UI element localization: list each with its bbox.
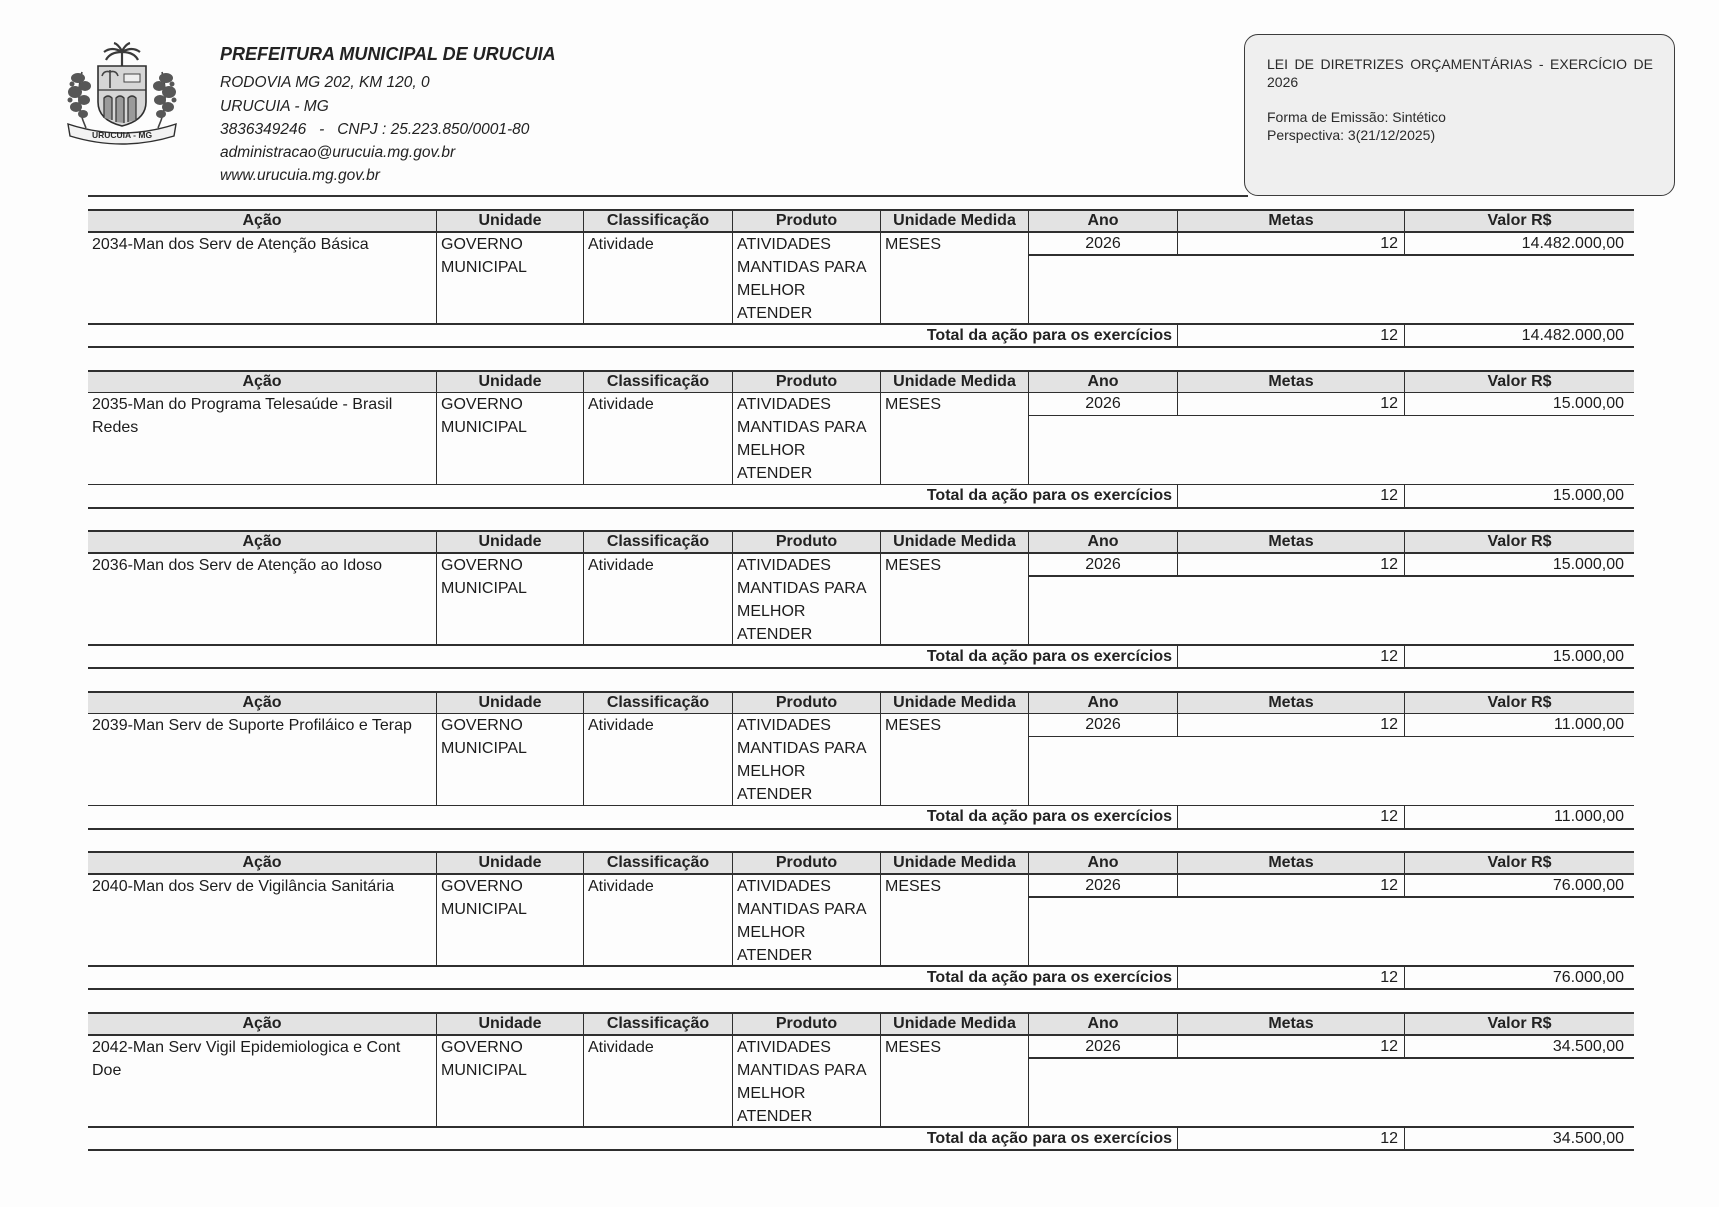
column-header-unidade: Unidade [437,693,584,713]
column-header-unidade-medida: Unidade Medida [881,532,1029,552]
cell-classificacao: Atividade [584,875,733,966]
total-metas: 12 [1178,325,1405,347]
cell-valor: 14.482.000,00 [1521,234,1624,252]
column-header-valor: Valor R$ [1487,693,1552,711]
column-header-ano: Ano [1029,853,1178,873]
cell-valor: 15.000,00 [1552,395,1624,413]
cell-unidade-medida: MESES [881,714,1029,805]
cell-unidade: GOVERNO MUNICIPAL [437,875,584,966]
divider [1029,736,1634,738]
column-header-unidade: Unidade [437,1014,584,1034]
divider [88,828,1634,830]
total-metas: 12 [1178,485,1405,507]
divider [1029,575,1634,577]
column-header-produto: Produto [733,1014,881,1034]
emission-form: Forma de Emissão: Sintético [1267,109,1446,125]
cell-ano: 2026 [1029,714,1178,736]
org-email: administracao@urucuia.mg.gov.br [220,144,456,161]
column-header-acao: Ação [88,853,437,873]
cell-acao: 2034-Man dos Serv de Atenção Básica [88,233,437,324]
banner [68,124,176,144]
column-header-classificacao: Classificação [584,372,733,392]
header-divider [88,195,1248,197]
column-header-classificacao: Classificação [584,693,733,713]
column-header-classificacao: Classificação [584,1014,733,1034]
cell-metas: 12 [1178,393,1405,415]
org-address: RODOVIA MG 202, KM 120, 0 [220,74,430,91]
cell-produto: ATIVIDADES MANTIDAS PARA MELHOR ATENDER [733,554,881,645]
column-header-unidade: Unidade [437,372,584,392]
column-header-ano: Ano [1029,532,1178,552]
cell-acao: 2035-Man do Programa Telesaúde - Brasil Redes [88,393,437,484]
cell-acao: 2039-Man Serv de Suporte Profiláico e Terap [88,714,437,805]
divider [88,988,1634,990]
cell-produto: ATIVIDADES MANTIDAS PARA MELHOR ATENDER [733,875,881,966]
column-header-valor: Valor R$ [1487,1015,1552,1032]
action-section [88,530,1634,670]
perspective: Perspectiva: 3(21/12/2025) [1267,127,1436,143]
divider [88,667,1634,669]
divider [88,1149,1634,1151]
column-header-classificacao: Classificação [584,853,733,873]
column-header-unidade-medida: Unidade Medida [881,853,1029,873]
cell-ano: 2026 [1029,554,1178,576]
action-section [88,370,1634,510]
column-header-acao: Ação [88,372,437,392]
column-header-metas: Metas [1178,853,1405,873]
column-header-metas: Metas [1178,1014,1405,1034]
column-header-metas: Metas [1178,372,1405,392]
cell-unidade-medida: MESES [881,554,1029,645]
total-valor: 14.482.000,00 [1521,326,1624,344]
column-header-acao: Ação [88,532,437,552]
org-phone-cnpj: 3836349246 - CNPJ : 25.223.850/0001-80 [220,121,530,138]
column-header-metas: Metas [1178,211,1405,231]
cell-ano: 2026 [1029,393,1178,415]
total-metas: 12 [1178,806,1405,828]
column-header-ano: Ano [1029,693,1178,713]
cell-ano: 2026 [1029,1036,1178,1058]
total-label: Total da ação para os exercícios [88,325,1178,347]
cell-acao: 2042-Man Serv Vigil Epidemiologica e Cont Doe [88,1036,437,1127]
cell-produto: ATIVIDADES MANTIDAS PARA MELHOR ATENDER [733,1036,881,1127]
cell-unidade-medida: MESES [881,393,1029,484]
cell-unidade-medida: MESES [881,1036,1029,1127]
cell-produto: ATIVIDADES MANTIDAS PARA MELHOR ATENDER [733,714,881,805]
shield [98,66,146,126]
cell-classificacao: Atividade [584,1036,733,1127]
column-header-produto: Produto [733,372,881,392]
column-header-unidade: Unidade [437,211,584,231]
column-header-metas: Metas [1178,532,1405,552]
cell-metas: 12 [1178,875,1405,897]
org-name: PREFEITURA MUNICIPAL DE URUCUIA [220,44,556,64]
total-label: Total da ação para os exercícios [88,485,1178,507]
cell-metas: 12 [1178,714,1405,736]
total-valor: 15.000,00 [1552,487,1624,505]
cell-valor: 34.500,00 [1552,1037,1624,1055]
action-section [88,691,1634,831]
column-header-unidade: Unidade [437,532,584,552]
column-header-produto: Produto [733,693,881,713]
laurel-left [68,72,92,128]
column-header-metas: Metas [1178,693,1405,713]
column-header-classificacao: Classificação [584,211,733,231]
total-metas: 12 [1178,646,1405,668]
divider [88,507,1634,509]
divider [1029,254,1634,256]
palm-crest [104,43,140,66]
cell-acao: 2040-Man dos Serv de Vigilância Sanitária [88,875,437,966]
cell-ano: 2026 [1029,875,1178,897]
column-header-ano: Ano [1029,1014,1178,1034]
report-title: LEI DE DIRETRIZES ORÇAMENTÁRIAS - EXERCÍCIO DE 2026 [1267,56,1653,90]
column-header-produto: Produto [733,532,881,552]
cell-produto: ATIVIDADES MANTIDAS PARA MELHOR ATENDER [733,393,881,484]
cell-acao: 2036-Man dos Serv de Atenção ao Idoso [88,554,437,645]
report-info-box [1244,34,1675,196]
total-label: Total da ação para os exercícios [88,967,1178,989]
column-header-ano: Ano [1029,211,1178,231]
divider [1029,1057,1634,1059]
cell-classificacao: Atividade [584,714,733,805]
cell-unidade: GOVERNO MUNICIPAL [437,554,584,645]
column-header-valor: Valor R$ [1487,372,1552,390]
cell-valor: 15.000,00 [1552,555,1624,573]
action-section [88,851,1634,991]
column-header-unidade-medida: Unidade Medida [881,1014,1029,1034]
org-website: www.urucuia.mg.gov.br [220,167,380,184]
column-header-produto: Produto [733,853,881,873]
cell-unidade: GOVERNO MUNICIPAL [437,233,584,324]
column-header-valor: Valor R$ [1487,533,1552,551]
cell-produto: ATIVIDADES MANTIDAS PARA MELHOR ATENDER [733,233,881,324]
total-valor: 76.000,00 [1552,968,1624,986]
org-city: URUCUIA - MG [220,98,329,115]
laurel-right [153,72,177,128]
column-header-unidade-medida: Unidade Medida [881,211,1029,231]
column-header-ano: Ano [1029,372,1178,392]
action-section [88,209,1634,349]
total-label: Total da ação para os exercícios [88,1128,1178,1150]
divider [1029,415,1634,417]
cell-metas: 12 [1178,554,1405,576]
column-header-valor: Valor R$ [1487,854,1552,872]
column-header-unidade-medida: Unidade Medida [881,693,1029,713]
divider [88,346,1634,348]
banner-text: URUCUIA - MG [91,130,153,140]
cell-unidade: GOVERNO MUNICIPAL [437,393,584,484]
action-section [88,1012,1634,1152]
column-header-unidade-medida: Unidade Medida [881,372,1029,392]
cell-metas: 12 [1178,233,1405,255]
cell-metas: 12 [1178,1036,1405,1058]
total-valor: 34.500,00 [1552,1129,1624,1147]
cell-classificacao: Atividade [584,554,733,645]
total-metas: 12 [1178,967,1405,989]
cell-unidade-medida: MESES [881,233,1029,324]
total-valor: 11.000,00 [1554,808,1624,826]
column-header-acao: Ação [88,693,437,713]
cell-unidade-medida: MESES [881,875,1029,966]
cell-unidade: GOVERNO MUNICIPAL [437,714,584,805]
column-header-valor: Valor R$ [1487,212,1552,229]
total-valor: 15.000,00 [1552,647,1624,665]
column-header-produto: Produto [733,211,881,231]
total-metas: 12 [1178,1128,1405,1150]
column-header-classificacao: Classificação [584,532,733,552]
cell-ano: 2026 [1029,233,1178,255]
total-label: Total da ação para os exercícios [88,806,1178,828]
coat-of-arms-icon [64,42,180,148]
cell-unidade: GOVERNO MUNICIPAL [437,1036,584,1127]
cell-classificacao: Atividade [584,233,733,324]
cell-classificacao: Atividade [584,393,733,484]
total-label: Total da ação para os exercícios [88,646,1178,668]
divider [1029,896,1634,898]
cell-valor: 11.000,00 [1554,716,1624,734]
column-header-unidade: Unidade [437,853,584,873]
cell-valor: 76.000,00 [1552,876,1624,894]
column-header-acao: Ação [88,1014,437,1034]
column-header-acao: Ação [88,211,437,231]
